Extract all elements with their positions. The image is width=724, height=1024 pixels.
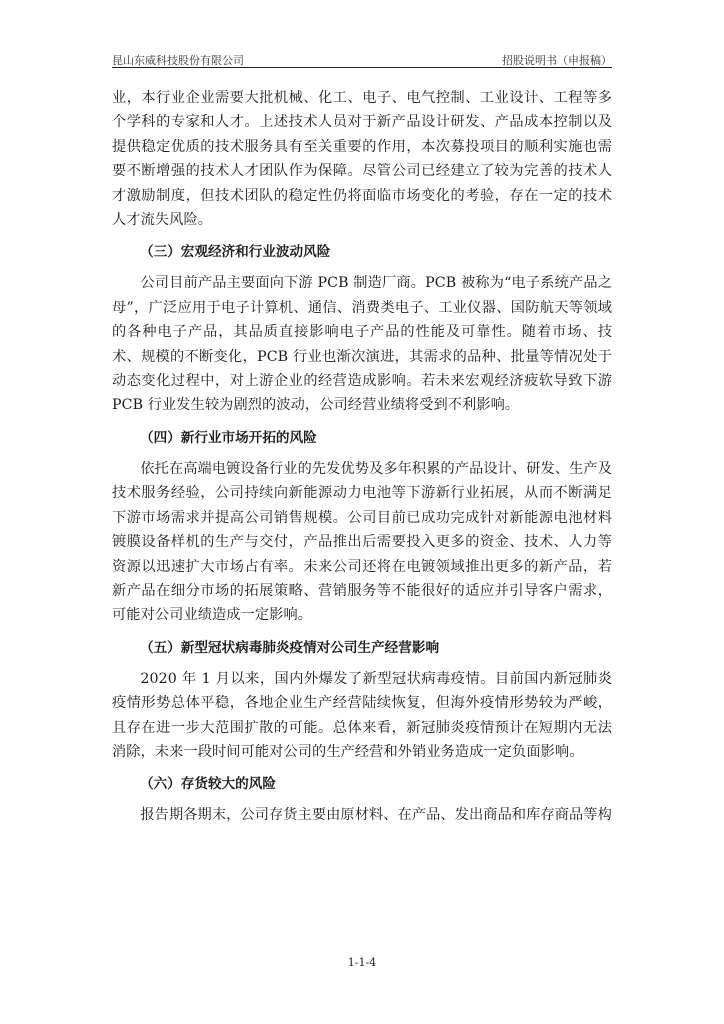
section-heading-covid-impact: （五）新型冠状病毒肺炎疫情对公司生产经营影响: [140, 639, 440, 656]
header-document-title: 招股说明书（申报稿）: [502, 54, 612, 67]
paragraph-inventory-risk: 报告期各期末，公司存货主要由原材料、在产品、发出商品和库存商品等构: [140, 807, 612, 824]
header-divider: [112, 67, 612, 68]
document-body: [112, 86, 612, 828]
section-heading-inventory-risk: （六）存货较大的风险: [140, 776, 276, 793]
paragraph-macro-risk: 公司目前产品主要面向下游 PCB 制造厂商。PCB 被称为“电子系统产品之母”，广泛应用于电子计算机、通信、消费类电子、工业仪器、国防航天等领域的各种电子产品，其品质直接影响电子产品的性能及可靠性。随着市场、技术、规模的不断变化，PCB 行业也渐次演进，其需求的品种、批量等情况处于动态变化过程中，对上游企业的经营造成影响。若未来宏观经济疲软导致下游 PCB 行业发生较为剧烈的波动，公司经营业绩将受到不利影响。: [112, 275, 612, 414]
page-number: 1-1-4: [347, 956, 377, 969]
paragraph-talent-risk-continued: 业，本行业企业需要大批机械、化工、电子、电气控制、工业设计、工程等多个学科的专家和人才。上述技术人员对于新产品设计研发、产品成本控制以及提供稳定优质的技术服务具有至关重要的作用，本次募投项目的顺利实施也需要不断增强的技术人才团队作为保障。尽管公司已经建立了较为完善的技术人才激励制度，但技术团队的稳定性仍将面临市场变化的考验，存在一定的技术人才流失风险。: [112, 90, 612, 229]
page-header: [112, 50, 612, 68]
paragraph-new-market-risk: 依托在高端电镀设备行业的先发优势及多年积累的产品设计、研发、生产及技术服务经验，公司持续向新能源动力电池等下游新行业拓展，从而不断满足下游市场需求并提高公司销售规模。公司目前已成功完成针对新能源电池材料镀膜设备样机的生产与交付，产品推出后需要投入更多的资金、技术、人力等资源以迅速扩大市场占有率。未来公司还将在电镀领域推出更多的新产品，若新产品在细分市场的拓展策略、营销服务等不能很好的适应并引导客户需求，可能对公司业绩造成一定影响。: [112, 460, 612, 624]
section-heading-macro-risk: （三）宏观经济和行业波动风险: [140, 244, 331, 261]
paragraph-covid-impact: 2020 年 1 月以来，国内外爆发了新型冠状病毒疫情。目前国内新冠肺炎疫情形势总体平稳，各地企业生产经营陆续恢复，但海外疫情形势较为严峻，且存在进一步大范围扩散的可能。总体来看，新冠肺炎疫情预计在短期内无法消除，未来一段时间可能对公司的生产经营和外销业务造成一定负面影响。: [112, 670, 612, 760]
header-company-name: 昆山东威科技股份有限公司: [112, 54, 244, 67]
section-heading-new-market-risk: （四）新行业市场开拓的风险: [140, 429, 317, 446]
